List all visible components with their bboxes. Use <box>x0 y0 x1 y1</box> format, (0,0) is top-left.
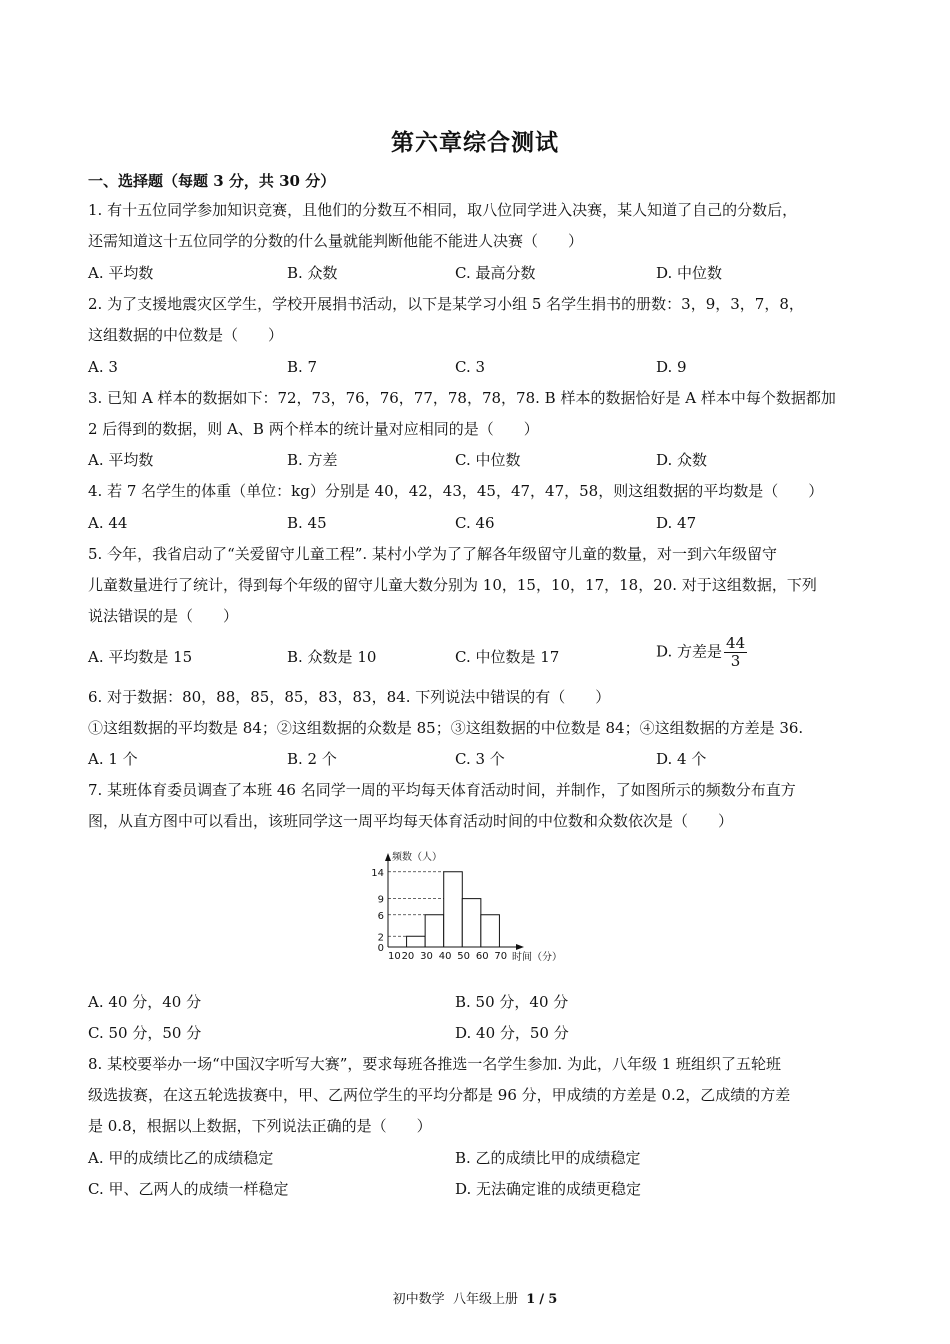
q8-option-b: B. 乙的成绩比甲的成绩稳定 <box>455 1149 641 1167</box>
q3-option-b: B. 方差 <box>287 451 338 469</box>
y-axis-arrow <box>385 853 391 861</box>
q3-line-1: 3. 已知 A 样本的数据如下：72，73，76，76，77，78，78，78. B 样本的数据恰好是 A 样本中每个数据都加 <box>88 389 836 407</box>
footer-grade: 八年级上册 <box>452 1292 518 1307</box>
q5-line-1: 5. 今年，我省启动了“关爱留守儿童工程”. 某村小学为了了解各年级留守儿童的数量，对一到六年级留守 <box>88 545 777 563</box>
q8-option-c: C. 甲、乙两人的成绩一样稳定 <box>88 1180 289 1198</box>
fraction <box>724 635 747 670</box>
y-tick-label: 14 <box>371 867 384 879</box>
q7-line-1: 7. 某班体育委员调查了本班 46 名同学一周的平均每天体育活动时间，并制作，了如图所示的频数分布直方 <box>88 781 796 799</box>
page-footer <box>0 1288 950 1307</box>
q6-option-b: B. 2 个 <box>287 750 337 768</box>
q1-option-c: C. 最高分数 <box>455 264 536 282</box>
footer-separator: / <box>539 1292 545 1307</box>
frequency-histogram <box>355 845 585 970</box>
q7-line-2: 图，从直方图中可以看出，该班同学这一周平均每天体育活动时间的中位数和众数依次是（ ） <box>88 812 734 830</box>
q8-line-3: 是 0.8，根据以上数据，下列说法正确的是（ ） <box>88 1117 432 1135</box>
page-title: 第六章综合测试 <box>391 129 559 156</box>
fraction-numerator: 44 <box>726 634 746 652</box>
q3-option-a: A. 平均数 <box>88 451 154 469</box>
q6-option-a: A. 1 个 <box>88 750 138 768</box>
q5-option-c: C. 中位数是 17 <box>455 648 560 666</box>
q5-line-2: 儿童数量进行了统计，得到每个年级的留守儿童大数分别为 10，15，10，17，18，20. 对于这组数据，下列 <box>88 576 817 594</box>
q7-option-c: C. 50 分，50 分 <box>88 1024 202 1042</box>
x-tick-label: 70 <box>494 951 508 962</box>
q1-line-2: 还需知道这十五位同学的分数的什么量就能判断他能不能进人决赛（ ） <box>88 232 584 250</box>
y-tick-label: 2 <box>377 932 384 944</box>
q2-option-b: B. 7 <box>287 358 318 376</box>
q2-option-c: C. 3 <box>455 358 486 376</box>
y-axis-label: 频数（人） <box>392 852 442 863</box>
q5-line-3: 说法错误的是（ ） <box>88 607 239 625</box>
x-axis-label: 时间（分） <box>512 952 562 963</box>
q6-line-2: ①这组数据的平均数是 84；②这组数据的众数是 85；③这组数据的中位数是 84；④这组数据的方差是 36. <box>88 719 804 737</box>
y-tick-label: 6 <box>377 910 384 922</box>
x-tick-label: 50 <box>457 951 471 962</box>
q4-option-a: A. 44 <box>88 514 128 532</box>
histogram-bars <box>407 872 500 947</box>
q3-option-c: C. 中位数 <box>455 451 521 469</box>
histogram-bar <box>407 936 426 947</box>
q1-option-b: B. 众数 <box>287 264 338 282</box>
q3-line-2: 2 后得到的数据，则 A、B 两个样本的统计量对应相同的是（ ） <box>88 420 539 438</box>
histogram-bar <box>481 915 500 947</box>
q4-option-c: C. 46 <box>455 514 495 532</box>
y-tick-label: 0 <box>377 943 384 954</box>
y-tick-label: 9 <box>377 894 384 906</box>
x-tick-label: 20 <box>401 951 415 962</box>
q3-option-d: D. 众数 <box>656 451 708 469</box>
q7-option-d: D. 40 分，50 分 <box>455 1024 569 1042</box>
section-heading: 一、选择题（每题 3 分，共 30 分） <box>88 172 336 190</box>
q6-option-c: C. 3 个 <box>455 750 505 768</box>
q6-option-d: D. 4 个 <box>656 750 707 768</box>
q8-option-d: D. 无法确定谁的成绩更稳定 <box>455 1180 642 1198</box>
x-tick-label: 40 <box>438 951 452 962</box>
q6-line-1: 6. 对于数据：80，88，85，85，83，83，84. 下列说法中错误的有（ ） <box>88 688 611 706</box>
q1-option-d: D. 中位数 <box>656 264 723 282</box>
q5-option-b: B. 众数是 10 <box>287 648 377 666</box>
q8-line-2: 级选拔赛，在这五轮选拔赛中，甲、乙两位学生的平均分都是 96 分，甲成绩的方差是 0.2，乙成绩的方差 <box>88 1086 791 1104</box>
q4-option-b: B. 45 <box>287 514 327 532</box>
x-tick-label: 10 <box>388 951 401 962</box>
q8-line-1: 8. 某校要举办一场“中国汉字听写大赛”，要求每班各推选一名学生参加. 为此，八年级 1 班组织了五轮班 <box>88 1055 782 1073</box>
q8-option-a: A. 甲的成绩比乙的成绩稳定 <box>88 1149 274 1167</box>
histogram-bar <box>425 915 444 947</box>
q1-option-a: A. 平均数 <box>88 264 154 282</box>
q2-line-2: 这组数据的中位数是（ ） <box>88 326 284 344</box>
q4-line-1: 4. 若 7 名学生的体重（单位：kg）分别是 40，42，43，45，47，47，58，则这组数据的平均数是（ ） <box>88 482 824 500</box>
q2-option-d: D. 9 <box>656 358 687 376</box>
footer-subject: 初中数学 <box>392 1292 445 1307</box>
footer-page-number: 1 <box>526 1292 536 1307</box>
x-tick-label: 60 <box>475 951 489 962</box>
q1-line-1: 1. 有十五位同学参加知识竞赛，且他们的分数互不相同，取八位同学进入决赛，某人知道了自己的分数后， <box>88 201 798 219</box>
q5-option-d <box>656 635 747 670</box>
q5-option-d-label: D. 方差是 <box>656 642 723 661</box>
histogram-bar <box>444 872 463 947</box>
fraction-denominator: 3 <box>730 652 741 670</box>
x-tick-labels <box>388 951 507 962</box>
footer-page-total: 5 <box>548 1292 558 1307</box>
y-tick-labels <box>371 868 384 954</box>
q5-option-a: A. 平均数是 15 <box>88 648 193 666</box>
x-tick-label: 30 <box>420 951 433 962</box>
histogram-bar <box>462 899 481 947</box>
q2-line-1: 2. 为了支援地震灾区学生，学校开展捐书活动，以下是某学习小组 5 名学生捐书的册数：3，9，3，7，8， <box>88 295 804 313</box>
q2-option-a: A. 3 <box>88 358 118 376</box>
q7-option-b: B. 50 分，40 分 <box>455 993 569 1011</box>
q4-option-d: D. 47 <box>656 514 697 532</box>
x-axis-arrow <box>516 944 524 950</box>
q7-option-a: A. 40 分，40 分 <box>88 993 202 1011</box>
